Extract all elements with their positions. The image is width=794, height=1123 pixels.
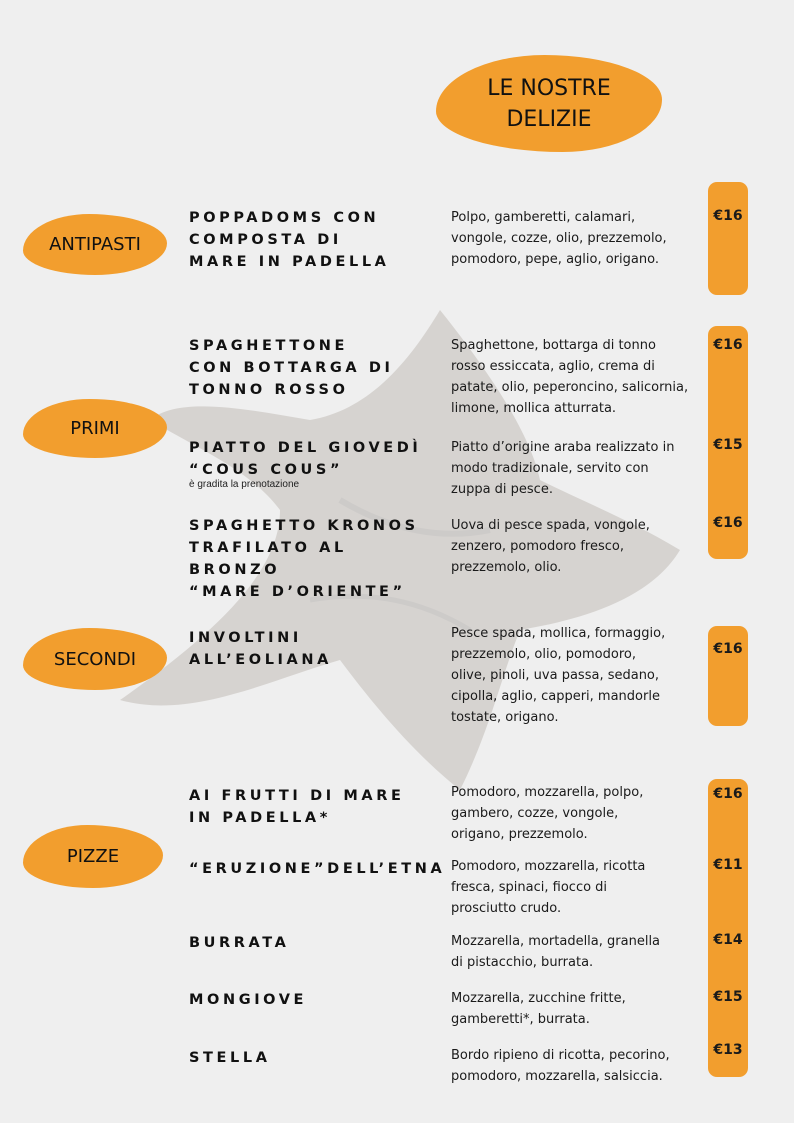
dish-price: €16 bbox=[713, 208, 743, 224]
dish-description: Pomodoro, mozzarella, polpo, gambero, cozze, vongole, origano, prezzemolo. bbox=[451, 785, 644, 842]
dish-name: INVOLTINI ALL’EOLIANA bbox=[189, 630, 332, 668]
category-antipasti-label: ANTIPASTI bbox=[49, 234, 141, 255]
dish-name: BURRATA bbox=[189, 935, 290, 951]
dish-description: Pesce spada, mollica, formaggio, prezzemolo, olio, pomodoro, olive, pinoli, uva passa, sedano, cipolla, aglio, capperi, mandorle tostate, origano. bbox=[451, 626, 666, 725]
dish-name: SPAGHETTO KRONOS TRAFILATO AL BRONZO “MARE D’ORIENTE” bbox=[189, 518, 419, 600]
price-pill-antipasti bbox=[708, 182, 748, 295]
dish-description: Pomodoro, mozzarella, ricotta fresca, spinaci, fiocco di prosciutto crudo. bbox=[451, 859, 646, 916]
menu-title-badge bbox=[436, 55, 662, 152]
category-primi-label: PRIMI bbox=[70, 418, 120, 439]
dish-price: €13 bbox=[713, 1042, 743, 1058]
dish-price: €11 bbox=[713, 857, 743, 873]
dish-description: Mozzarella, mortadella, granella di pistacchio, burrata. bbox=[451, 934, 661, 970]
dish-price: €15 bbox=[713, 989, 743, 1005]
category-secondi-label: SECONDI bbox=[53, 648, 137, 670]
dish-description: Uova di pesce spada, vongole, zenzero, pomodoro fresco, prezzemolo, olio. bbox=[451, 518, 650, 575]
dish-description: Spaghettone, bottarga di tonno rosso essiccata, aglio, crema di patate, olio, peperoncino, salicornia, limone, mollica atturrata. bbox=[451, 338, 689, 416]
dish-price: €16 bbox=[713, 641, 743, 657]
category-pizze bbox=[23, 825, 163, 888]
dish-name: POPPADOMS CON COMPOSTA DI MARE IN PADELLA bbox=[189, 210, 390, 270]
dish-note: è gradita la prenotazione bbox=[189, 479, 300, 490]
dish-name: SPAGHETTONE CON BOTTARGA DI TONNO ROSSO bbox=[189, 338, 394, 398]
dish-description: Bordo ripieno di ricotta, pecorino, pomodoro, mozzarella, salsiccia. bbox=[451, 1048, 670, 1084]
dish-price: €16 bbox=[713, 515, 743, 531]
category-pizze-label: PIZZE bbox=[66, 846, 120, 867]
price-pill-pizze bbox=[708, 779, 748, 1077]
menu-title-line-1: LE NOSTRE bbox=[487, 75, 611, 101]
dish-price: €16 bbox=[713, 786, 743, 802]
dish-description: Piatto d’origine araba realizzato in modo tradizionale, servito con zuppa di pesce. bbox=[451, 440, 675, 497]
dish-name: “ERUZIONE”DELL’ETNA bbox=[189, 861, 446, 877]
dish-price: €15 bbox=[713, 437, 743, 453]
category-secondi bbox=[23, 628, 167, 690]
category-primi bbox=[23, 399, 167, 458]
category-antipasti bbox=[23, 214, 167, 275]
menu-title-line-2: DELIZIE bbox=[506, 106, 592, 132]
dish-price: €16 bbox=[713, 337, 743, 353]
dish-description: Polpo, gamberetti, calamari, vongole, cozze, olio, prezzemolo, pomodoro, pepe, aglio, origano. bbox=[451, 210, 667, 267]
dish-name: MONGIOVE bbox=[189, 992, 308, 1008]
dish-description: Mozzarella, zucchine fritte, gamberetti*, burrata. bbox=[451, 991, 626, 1027]
dish-name: PIATTO DEL GIOVEDÌ “COUS COUS” bbox=[189, 440, 422, 478]
dish-name: STELLA bbox=[189, 1050, 271, 1066]
dish-name: AI FRUTTI DI MARE IN PADELLA* bbox=[189, 788, 405, 826]
dish-price: €14 bbox=[713, 932, 743, 948]
